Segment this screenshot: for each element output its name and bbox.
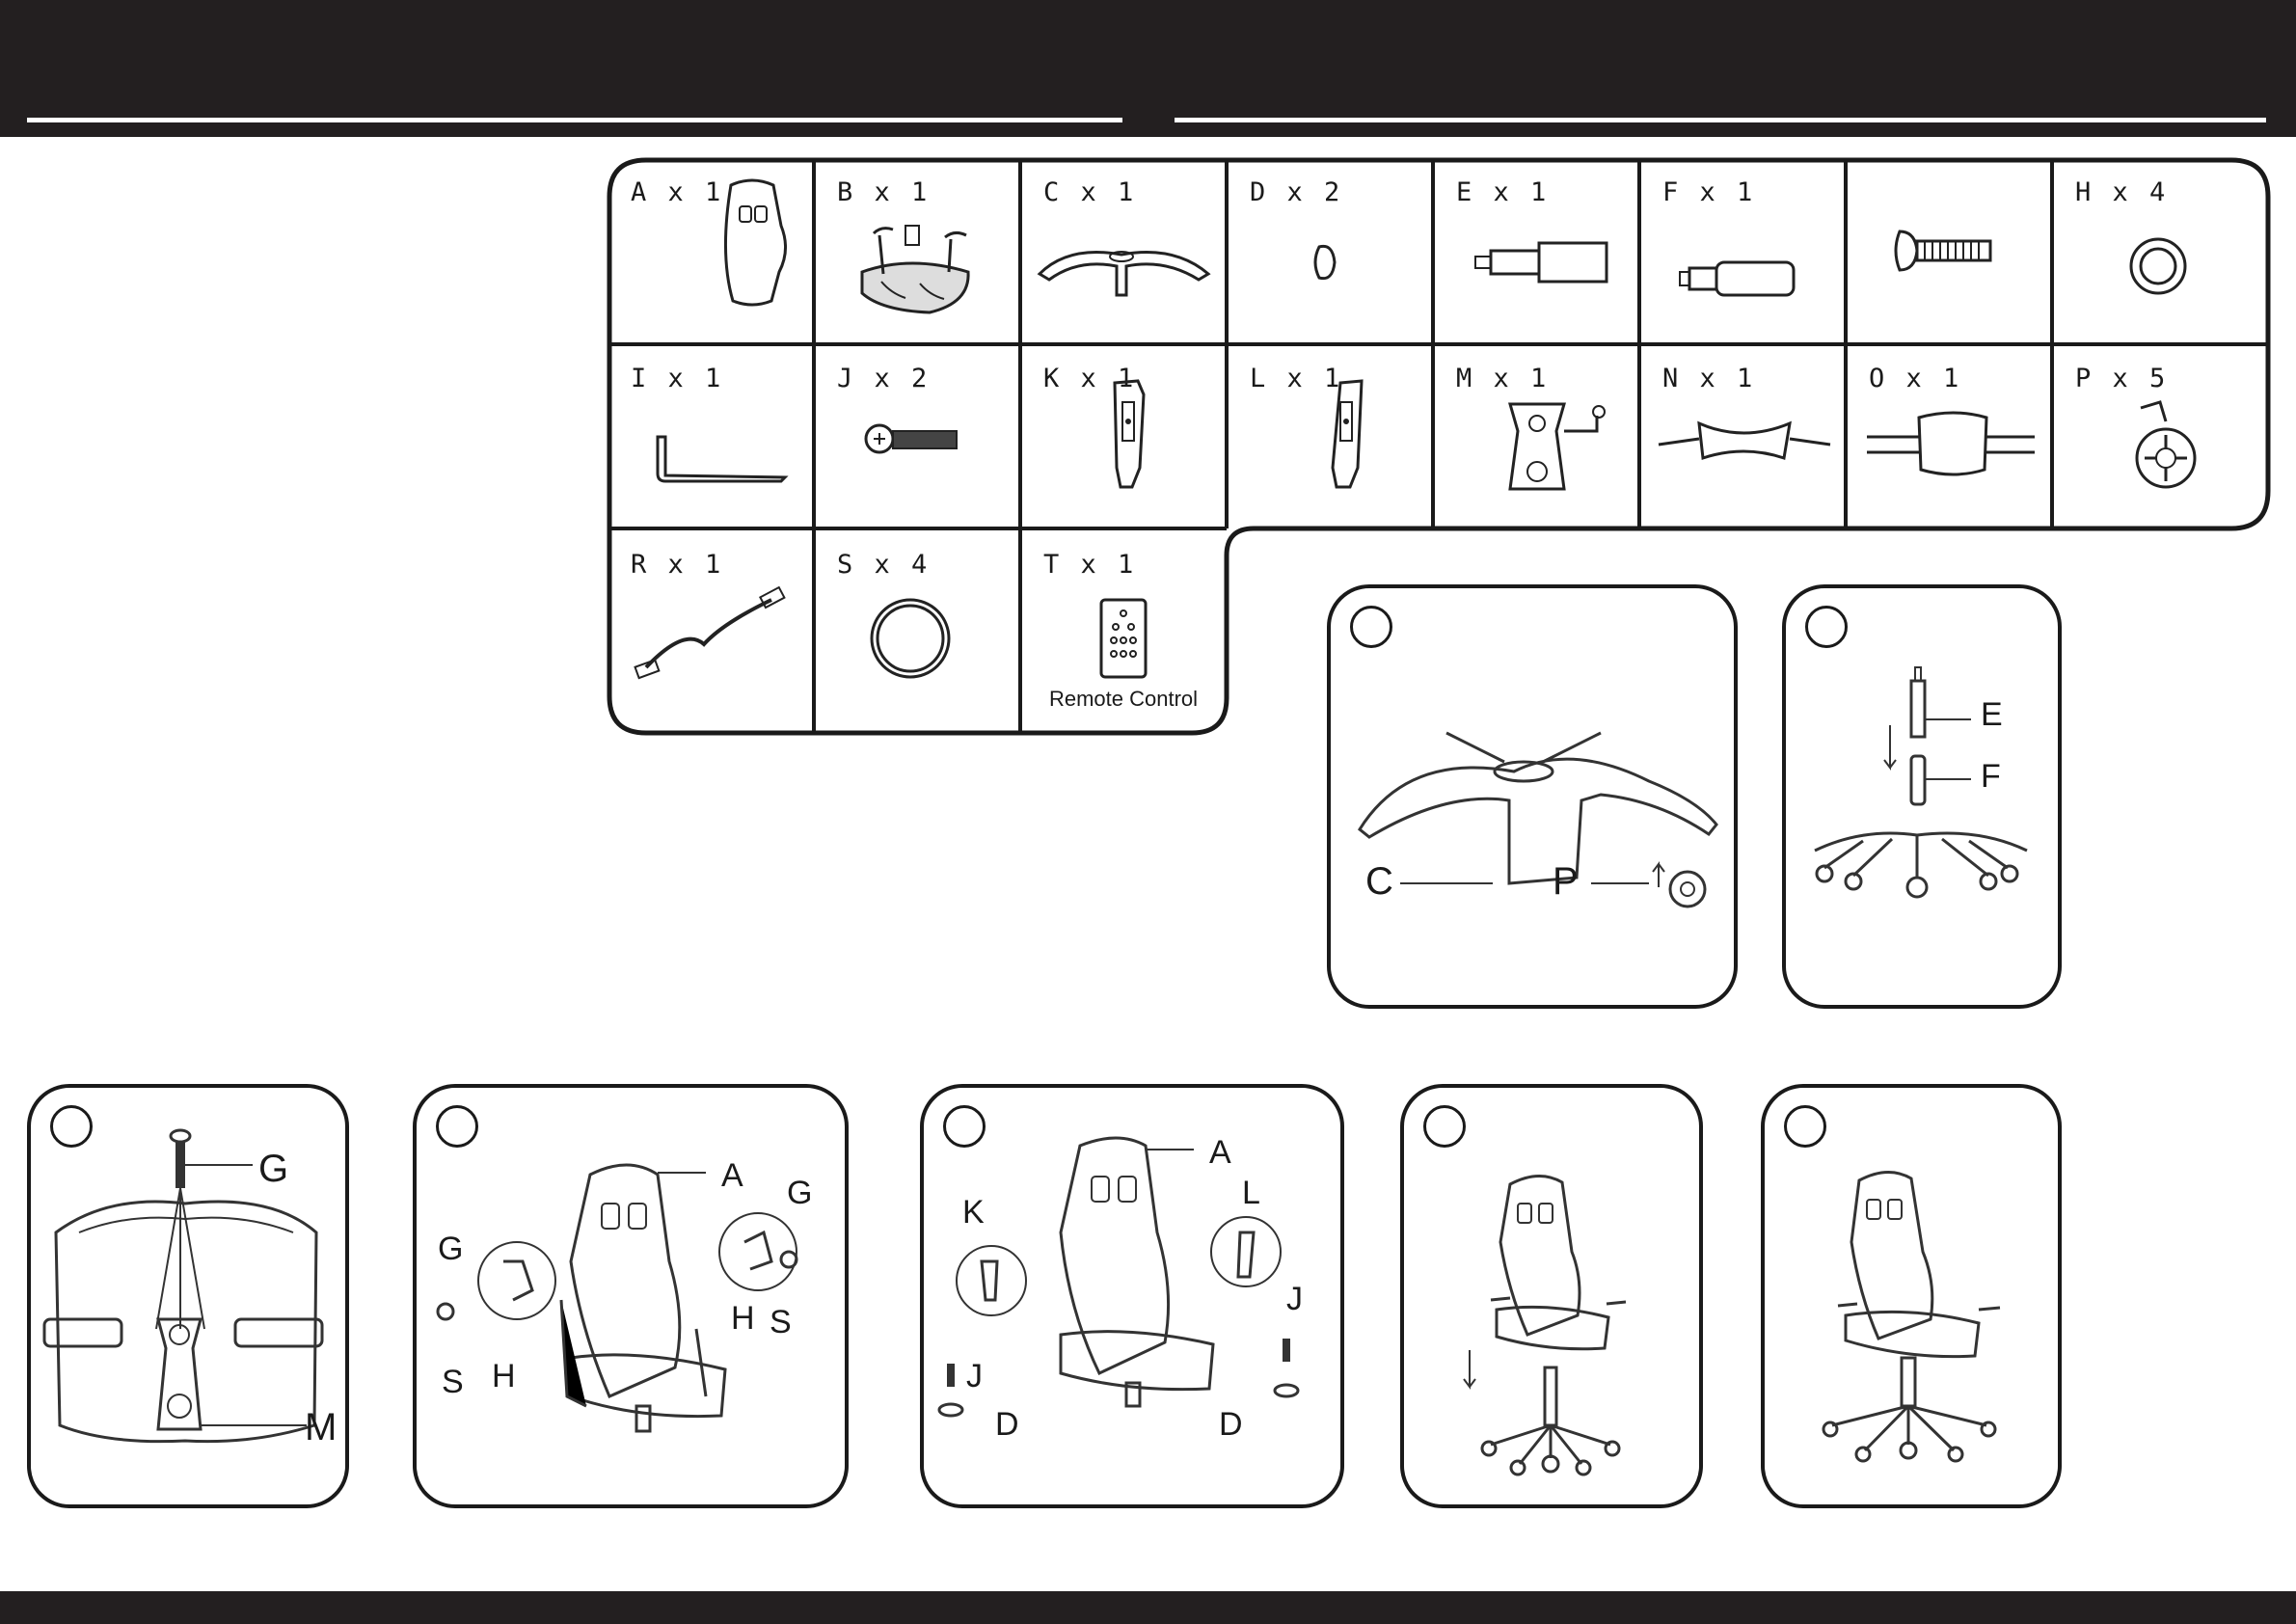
remote-control-label: Remote Control [1048, 687, 1199, 711]
part-label: L x 1 [1250, 364, 1343, 393]
callout-a: A [721, 1157, 743, 1194]
step-panel-base [1327, 584, 1738, 1009]
callout-a: A [1209, 1134, 1231, 1171]
footer-bar [0, 1591, 2296, 1624]
callout-g-right: G [787, 1175, 813, 1211]
callout-p: P [1553, 860, 1579, 903]
callout-k: K [962, 1194, 985, 1231]
step-number-circle [50, 1105, 93, 1148]
part-label: T x 1 [1043, 550, 1137, 580]
part-cell-i [608, 344, 814, 528]
mechanism-plate-icon [1433, 344, 1639, 528]
mechanism-illustration [31, 1088, 345, 1504]
cable-icon [608, 530, 814, 715]
step-panel-backrest [413, 1084, 849, 1508]
step-number-circle [943, 1105, 986, 1148]
part-cell-j [814, 344, 1020, 528]
part-label: M x 1 [1456, 364, 1550, 393]
step-panel-gas-lift [1782, 584, 2062, 1009]
part-cell-n [1639, 344, 1846, 528]
headrest-pillow-icon [1846, 344, 2052, 528]
step-number-circle [436, 1105, 478, 1148]
step-panel-attach-base [1400, 1084, 1703, 1508]
part-label: A x 1 [631, 177, 724, 207]
part-cell-o [1846, 344, 2052, 528]
header-divider-right [1175, 118, 2266, 122]
gas-lift-icon [1433, 158, 1639, 342]
part-cell-l [1227, 344, 1433, 528]
part-cell-a [608, 158, 814, 342]
part-label: I x 1 [631, 364, 724, 393]
part-cell-s [814, 530, 1020, 715]
part-cell-c [1020, 158, 1227, 342]
callout-h-left: H [492, 1358, 516, 1394]
finished-chair-illustration [1765, 1088, 2058, 1504]
part-label: P x 5 [2075, 364, 2169, 393]
seat-base-icon [814, 158, 1020, 342]
callout-d-right: D [1219, 1406, 1243, 1443]
part-label: H x 4 [2075, 177, 2169, 207]
part-label: D x 2 [1250, 177, 1343, 207]
callout-s-left: S [442, 1364, 464, 1400]
part-label: K x 1 [1043, 364, 1137, 393]
screw-icon [814, 344, 1020, 528]
callout-h-right: H [731, 1300, 755, 1337]
part-cell-r [608, 530, 814, 715]
callout-j-left: J [966, 1358, 983, 1394]
part-label: J x 2 [837, 364, 931, 393]
side-cover-left-icon [1020, 344, 1227, 528]
part-label: B x 1 [837, 177, 931, 207]
callout-g-left: G [438, 1231, 464, 1267]
allen-key-icon [608, 344, 814, 528]
step-panel-finished [1761, 1084, 2062, 1508]
part-label: F x 1 [1662, 177, 1756, 207]
callout-f: F [1981, 758, 2001, 795]
header-bar [0, 0, 2296, 137]
part-label: R x 1 [631, 550, 724, 580]
callout-c: C [1365, 860, 1393, 903]
gas-lift-illustration [1786, 588, 2058, 1005]
step-number-circle [1423, 1105, 1466, 1148]
step-number-circle [1350, 606, 1392, 648]
side-covers-illustration [924, 1088, 1340, 1504]
side-cover-right-icon [1227, 344, 1433, 528]
part-cell-e [1433, 158, 1639, 342]
part-cell-f [1639, 158, 1846, 342]
caster-icon [2052, 344, 2258, 528]
part-cell-d [1227, 158, 1433, 342]
step-panel-side-covers [920, 1084, 1344, 1508]
ring-washer-icon [814, 530, 1020, 715]
attach-base-illustration [1404, 1088, 1699, 1504]
bolt-icon [1846, 158, 2052, 342]
callout-m: M [305, 1406, 338, 1448]
part-cell-k [1020, 344, 1227, 528]
part-cell-g [1846, 158, 2052, 342]
callout-e: E [1981, 696, 2003, 733]
part-label: C x 1 [1043, 177, 1137, 207]
part-label: S x 4 [837, 550, 931, 580]
part-label: O x 1 [1869, 364, 1962, 393]
washer-icon [2052, 158, 2258, 342]
chair-base-illustration [1331, 588, 1734, 1005]
header-divider-left [27, 118, 1122, 122]
lift-cover-icon [1639, 158, 1846, 342]
backrest-illustration [417, 1088, 845, 1504]
callout-j-right: J [1286, 1281, 1303, 1317]
seat-back-icon [608, 158, 814, 342]
chair-base-icon [1020, 158, 1227, 342]
step-number-circle [1784, 1105, 1826, 1148]
part-cell-h [2052, 158, 2258, 342]
step-number-circle [1805, 606, 1848, 648]
callout-g: G [258, 1148, 289, 1190]
callout-l: L [1242, 1175, 1260, 1211]
part-label: N x 1 [1662, 364, 1756, 393]
step-panel-mechanism [27, 1084, 349, 1508]
part-label: E x 1 [1456, 177, 1550, 207]
callout-s-right: S [770, 1304, 792, 1340]
lumbar-pillow-icon [1639, 344, 1846, 528]
part-cell-p [2052, 344, 2258, 528]
part-cell-m [1433, 344, 1639, 528]
callout-d-left: D [995, 1406, 1019, 1443]
cap-icon [1227, 158, 1433, 342]
part-cell-b [814, 158, 1020, 342]
